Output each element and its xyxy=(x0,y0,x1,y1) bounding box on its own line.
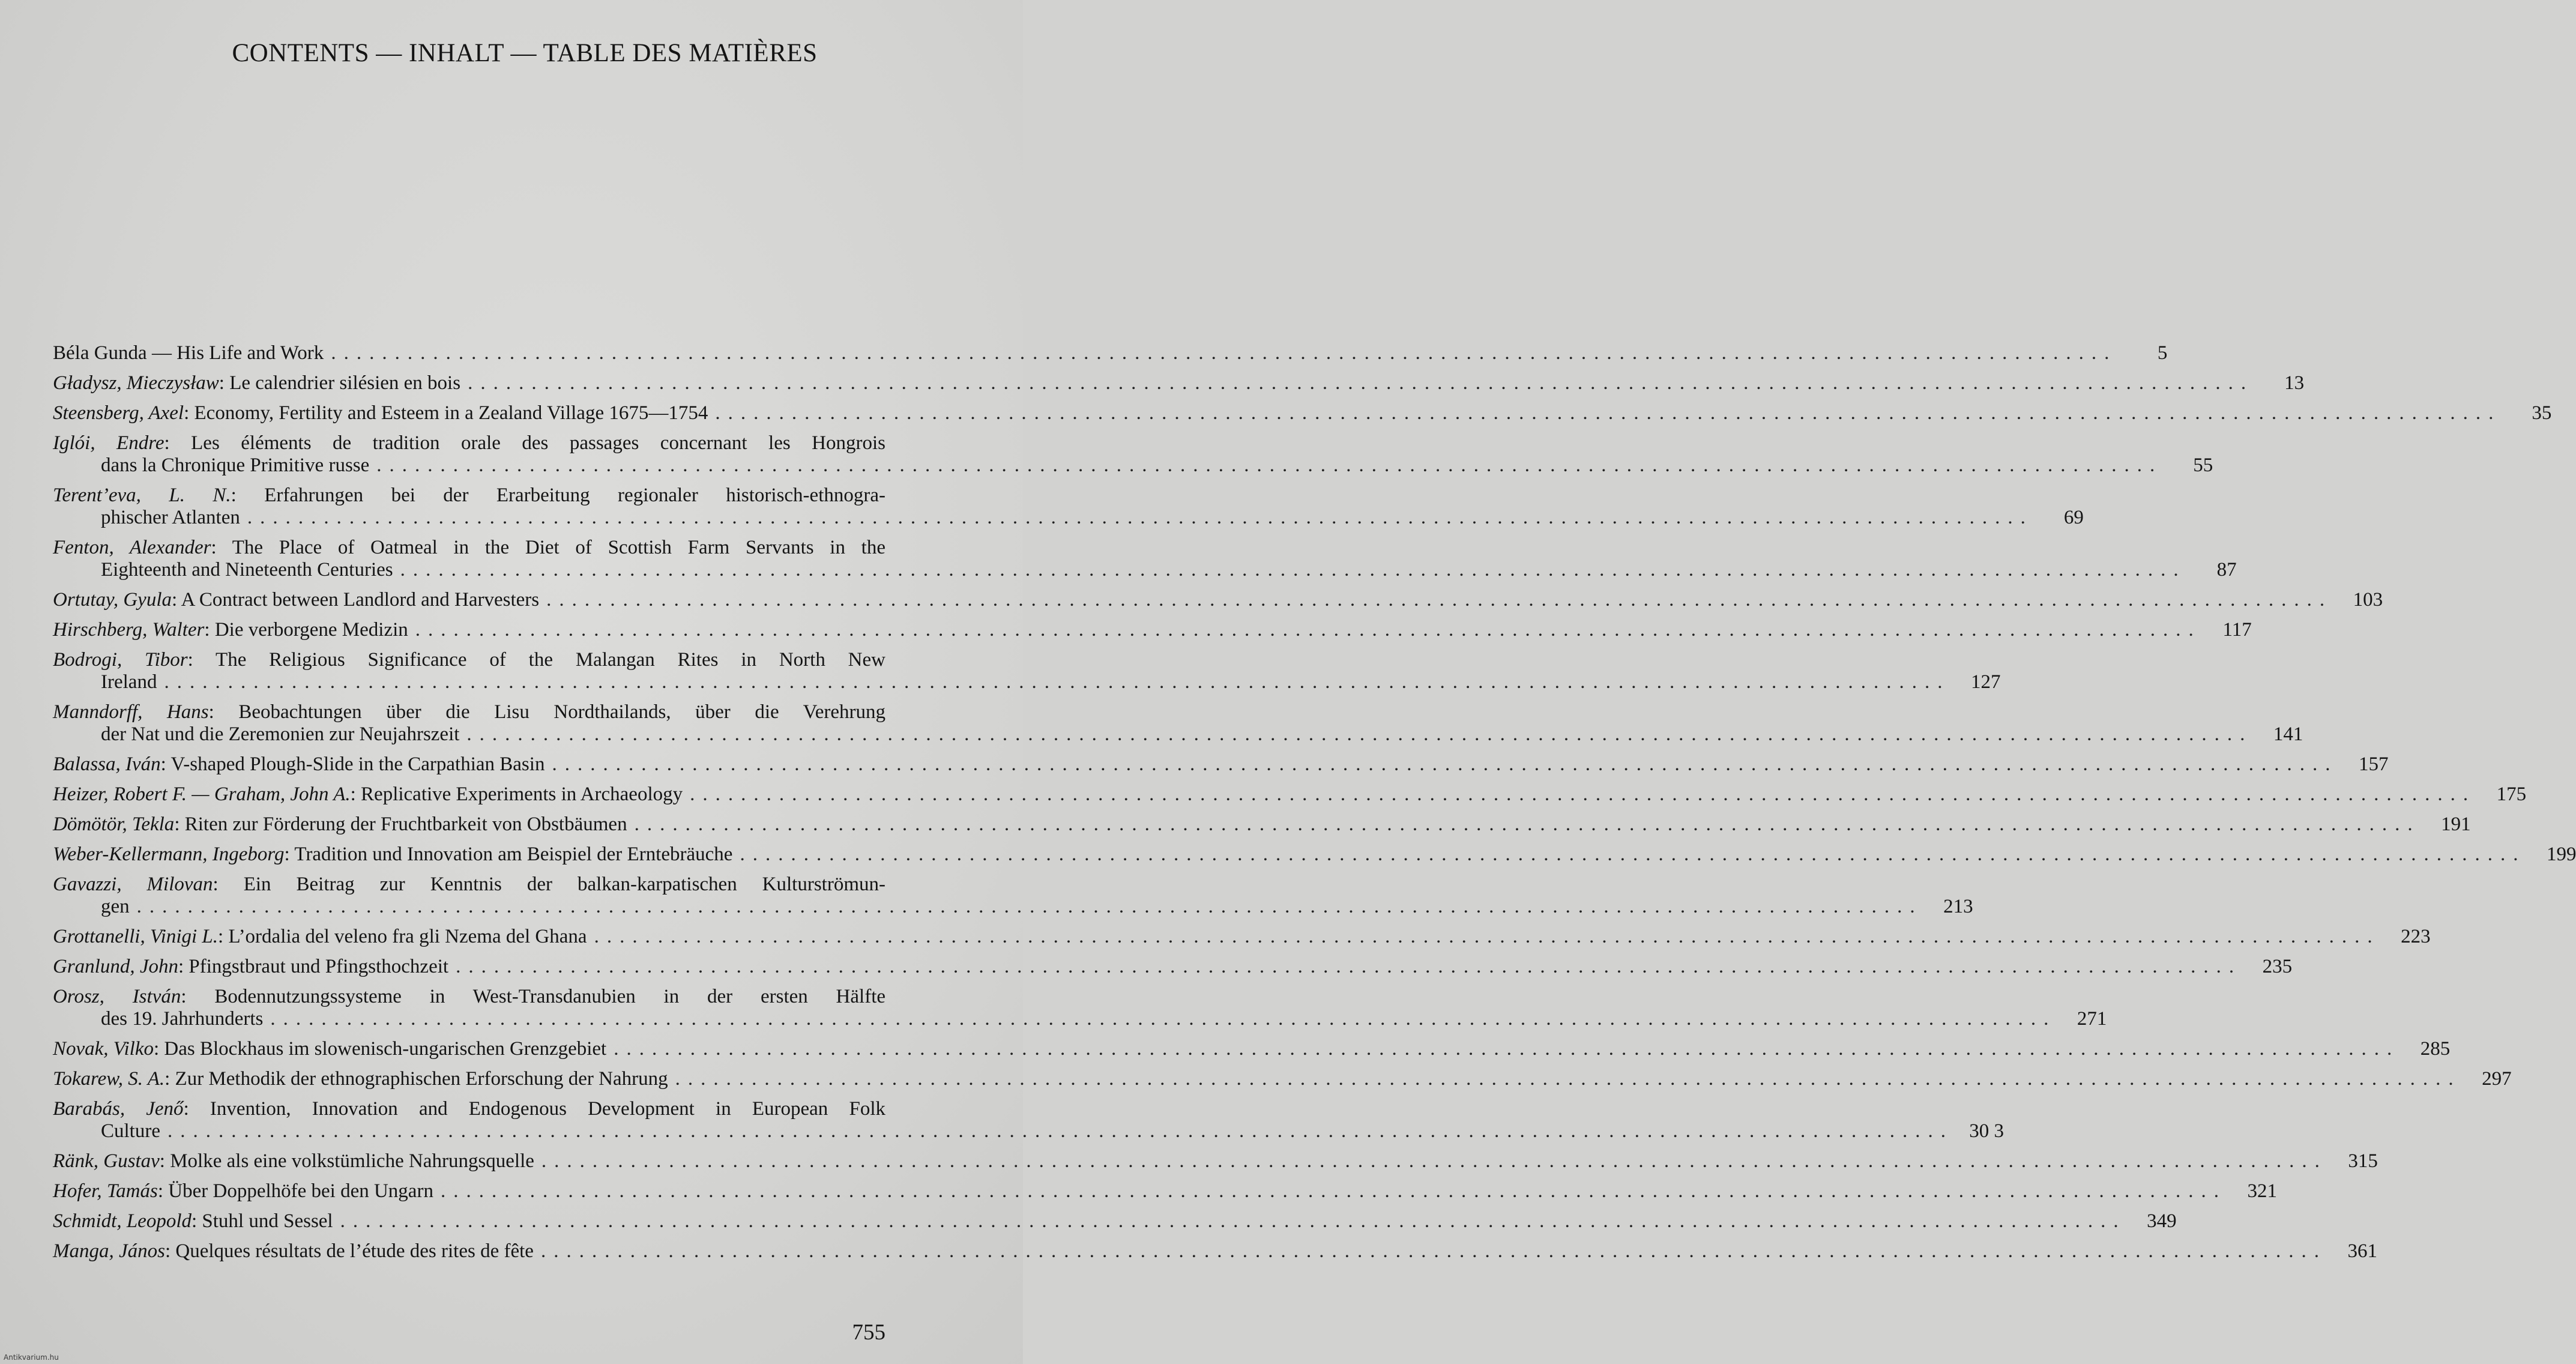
toc-title-continued: Eighteenth and Nineteenth Centuries xyxy=(101,559,393,581)
toc-page-number: 213 xyxy=(1943,896,1973,917)
toc-title-continued: gen xyxy=(101,896,130,917)
toc-page-number: 321 xyxy=(2247,1180,2277,1202)
toc-entry xyxy=(53,1098,2004,1142)
dot-leader: ............................................................................................................................................ xyxy=(690,783,2476,805)
toc-page-number: 271 xyxy=(2077,1008,2107,1030)
toc-author: Terent’eva, L. N. xyxy=(53,484,231,506)
toc-line xyxy=(53,402,2552,424)
toc-line xyxy=(53,701,885,723)
toc-page-number: 117 xyxy=(2222,619,2252,641)
toc-entry xyxy=(53,619,2252,641)
toc-entry xyxy=(53,1150,2378,1172)
toc-line xyxy=(53,649,885,671)
dot-leader: ............................................................................................................................................ xyxy=(614,1038,2400,1060)
toc-title: Bodennutzungssysteme in West-Transdanubien in der ersten Hälfte xyxy=(214,986,886,1007)
toc-line xyxy=(53,619,2252,641)
dot-leader: ............................................................................................................................................ xyxy=(675,1068,2461,1090)
toc-title: Les éléments de tradition orale des passages concernant les Hongrois xyxy=(191,432,885,454)
toc-author: Bodrogi, Tibor xyxy=(53,649,188,671)
toc-author: Iglói, Endre xyxy=(53,432,164,454)
toc-page-number: 103 xyxy=(2353,589,2383,611)
toc-entry xyxy=(53,402,2552,424)
dot-leader: ............................................................................................................................................ xyxy=(634,813,2421,835)
dot-leader: ............................................................................................................................................ xyxy=(440,1180,2227,1202)
toc-line xyxy=(53,896,1973,918)
dot-leader: ............................................................................................................................................ xyxy=(376,454,2163,476)
toc-line xyxy=(53,589,2383,611)
toc-title-continued: Culture xyxy=(101,1120,160,1142)
toc-entry xyxy=(53,1068,2512,1090)
toc-page-number: 361 xyxy=(2347,1240,2377,1262)
toc-separator: : xyxy=(157,1180,169,1202)
toc-title: V-shaped Plough-Slide in the Carpathian Basin xyxy=(170,753,545,775)
toc-separator: : xyxy=(181,986,215,1007)
toc-separator: : xyxy=(187,649,216,671)
toc-entry xyxy=(53,874,1973,918)
toc-author: Ortutay, Gyula xyxy=(53,589,172,611)
toc-separator: : xyxy=(164,432,192,454)
toc-author: Hirschberg, Walter xyxy=(53,619,205,641)
toc-author: Hofer, Tamás xyxy=(53,1180,158,1202)
dot-leader: ............................................................................................................................................ xyxy=(331,342,2117,364)
toc-separator: : xyxy=(183,1098,210,1120)
toc-title: Tradition und Innovation am Beispiel der Erntebräuche xyxy=(294,843,733,865)
toc-line xyxy=(53,956,2293,978)
toc-separator: : xyxy=(159,1150,170,1172)
toc-separator: : xyxy=(164,1068,175,1090)
toc-author: Heizer, Robert F. — Graham, John A. xyxy=(53,783,351,805)
toc-line xyxy=(53,874,885,896)
dot-leader: ............................................................................................................................................ xyxy=(594,926,2380,947)
toc-title: Zur Methodik der ethnographischen Erforschung der Nahrung xyxy=(175,1068,668,1090)
toc-separator: : xyxy=(164,1240,176,1262)
toc-line xyxy=(53,1240,2377,1263)
toc-author: Gavazzi, Milovan xyxy=(53,874,213,895)
toc-page-number: 127 xyxy=(1970,671,2001,693)
toc-line xyxy=(53,1008,2107,1030)
toc-author: Novak, Vilko xyxy=(53,1038,154,1060)
toc-line xyxy=(53,843,2576,866)
watermark: Antikvarium.hu xyxy=(4,1353,59,1362)
toc-separator: : xyxy=(231,484,265,506)
toc-page-number: 87 xyxy=(2216,559,2237,581)
toc-line xyxy=(53,1038,2451,1060)
dot-leader: ............................................................................................................................................ xyxy=(740,843,2526,865)
toc-entry xyxy=(53,484,2084,529)
toc-page-number: 223 xyxy=(2401,926,2431,947)
toc-author: Manga, János xyxy=(53,1240,165,1262)
dot-leader: ............................................................................................................................................ xyxy=(456,956,2242,977)
toc-separator: : xyxy=(174,813,185,835)
toc-author: Ränk, Gustav xyxy=(53,1150,160,1172)
toc-title: Stuhl und Sessel xyxy=(202,1210,333,1232)
toc-title: Le calendrier silésien en bois xyxy=(229,372,461,394)
toc-line xyxy=(53,484,885,507)
toc-page-number: 13 xyxy=(2284,372,2305,394)
page-title: CONTENTS — INHALT — TABLE DES MATIÈRES xyxy=(232,39,818,67)
dot-leader: ............................................................................................................................................ xyxy=(415,619,2201,641)
toc-separator: : xyxy=(204,619,215,641)
toc-separator: : xyxy=(191,1210,202,1232)
dot-leader: ............................................................................................................................................ xyxy=(715,402,2502,424)
toc-line xyxy=(53,1120,2004,1142)
toc-author: Steensberg, Axel xyxy=(53,402,184,424)
toc-page-number: 30 3 xyxy=(1969,1120,2004,1142)
toc-entry xyxy=(53,1240,2377,1263)
toc-separator: : xyxy=(211,537,232,558)
toc-entry xyxy=(53,843,2576,866)
toc-author: Tokarew, S. A. xyxy=(53,1068,165,1090)
toc-page-number: 315 xyxy=(2348,1150,2378,1172)
toc-author: Granlund, John xyxy=(53,956,178,977)
toc-entry xyxy=(53,753,2389,776)
toc-separator: : xyxy=(350,783,361,805)
toc-title-continued: dans la Chronique Primitive russe xyxy=(101,454,370,476)
toc-author: Schmidt, Leopold xyxy=(53,1210,192,1232)
toc-line xyxy=(53,1180,2277,1203)
toc-title: Economy, Fertility and Esteem in a Zealand Village 1675—1754 xyxy=(194,402,708,424)
toc-separator: : xyxy=(213,874,244,895)
dot-leader: ............................................................................................................................................ xyxy=(247,507,2033,528)
dot-leader: ............................................................................................................................................ xyxy=(468,372,2254,394)
toc-line xyxy=(53,753,2389,776)
dot-leader: ............................................................................................................................................ xyxy=(540,1240,2327,1262)
toc-title: Riten zur Förderung der Fruchtbarkeit von Obstbäumen xyxy=(184,813,627,835)
toc-entry xyxy=(53,956,2293,978)
toc-entry xyxy=(53,986,2107,1030)
toc-entry xyxy=(53,342,2168,364)
toc-line xyxy=(53,372,2305,394)
dot-leader: ............................................................................................................................................ xyxy=(136,896,1923,917)
toc-page-number: 69 xyxy=(2063,507,2084,528)
toc-title: Die verborgene Medizin xyxy=(214,619,408,641)
table-of-contents xyxy=(53,342,2576,1270)
toc-separator: : xyxy=(208,701,239,723)
toc-line xyxy=(53,559,2237,581)
toc-author: Dömötör, Tekla xyxy=(53,813,175,835)
toc-entry xyxy=(53,432,2213,477)
toc-title-continued: phischer Atlanten xyxy=(101,507,240,528)
toc-title: Replicative Experiments in Archaeology xyxy=(361,783,683,805)
toc-separator: : xyxy=(218,926,229,947)
toc-title: Quelques résultats de l’étude des rites de fête xyxy=(175,1240,534,1262)
toc-entry xyxy=(53,537,2237,581)
toc-title: The Place of Oatmeal in the Diet of Scottish Farm Servants in the xyxy=(232,537,885,558)
dot-leader: ............................................................................................................................................ xyxy=(552,753,2338,775)
toc-page-number: 5 xyxy=(2157,342,2168,364)
toc-line xyxy=(53,454,2213,477)
toc-line xyxy=(53,537,885,559)
toc-line xyxy=(53,432,885,454)
toc-line xyxy=(53,342,2168,364)
toc-title: Invention, Innovation and Endogenous Development in European Folk xyxy=(210,1098,885,1120)
toc-title: L’ordalia del veleno fra gli Nzema del Ghana xyxy=(228,926,587,947)
toc-page-number: 141 xyxy=(2273,723,2303,745)
toc-page-number: 191 xyxy=(2441,813,2471,835)
toc-entry xyxy=(53,813,2471,836)
toc-page-number: 285 xyxy=(2420,1038,2451,1060)
toc-page-number: 55 xyxy=(2193,454,2213,476)
toc-author: Balassa, Iván xyxy=(53,753,161,775)
toc-page-number: 175 xyxy=(2496,783,2527,805)
toc-title: Beobachtungen über die Lisu Nordthailands, über die Verehrung xyxy=(238,701,886,723)
toc-title: Pfingstbraut und Pfingsthochzeit xyxy=(189,956,449,977)
toc-line xyxy=(53,723,2303,746)
dot-leader: ............................................................................................................................................ xyxy=(270,1008,2057,1030)
dot-leader: ............................................................................................................................................ xyxy=(541,1150,2327,1172)
dot-leader: ............................................................................................................................................ xyxy=(466,723,2253,745)
toc-line xyxy=(53,507,2084,529)
toc-title: Ein Beitrag zur Kenntnis der balkan-karpatischen Kulturströmun- xyxy=(243,874,885,895)
toc-title-continued: Ireland xyxy=(101,671,157,693)
toc-title: Über Doppelhöfe bei den Ungarn xyxy=(168,1180,433,1202)
toc-author: Gładysz, Mieczysław xyxy=(53,372,219,394)
toc-title-continued: der Nat und die Zeremonien zur Neujahrszeit xyxy=(101,723,460,745)
toc-line xyxy=(53,1150,2378,1172)
toc-line xyxy=(53,1098,885,1120)
toc-author: Manndorff, Hans xyxy=(53,701,209,723)
toc-page-number: 157 xyxy=(2358,753,2389,775)
page-number: 755 xyxy=(852,1320,885,1345)
toc-author: Orosz, István xyxy=(53,986,181,1007)
toc-entry xyxy=(53,1038,2451,1060)
toc-line xyxy=(53,813,2471,836)
toc-entry xyxy=(53,783,2527,806)
toc-entry xyxy=(53,701,2303,746)
toc-title: A Contract between Landlord and Harvesters xyxy=(181,589,540,611)
toc-entry xyxy=(53,589,2383,611)
toc-line xyxy=(53,986,885,1008)
toc-title: Béla Gunda — His Life and Work xyxy=(53,342,324,364)
dot-leader: ............................................................................................................................................ xyxy=(164,671,1950,693)
dot-leader: ............................................................................................................................................ xyxy=(546,589,2333,611)
toc-page-number: 35 xyxy=(2532,402,2552,424)
toc-title: Molke als eine volkstümliche Nahrungsquelle xyxy=(170,1150,534,1172)
toc-author: Fenton, Alexander xyxy=(53,537,211,558)
toc-page-number: 235 xyxy=(2262,956,2293,977)
toc-line xyxy=(53,1210,2177,1233)
toc-separator: : xyxy=(219,372,230,394)
toc-line xyxy=(53,783,2527,806)
toc-line xyxy=(53,671,2001,693)
toc-entry xyxy=(53,372,2305,394)
toc-entry xyxy=(53,1210,2177,1233)
toc-title-continued: des 19. Jahrhunderts xyxy=(101,1008,264,1030)
toc-author: Grottanelli, Vinigi L. xyxy=(53,926,219,947)
toc-title: Das Blockhaus im slowenisch-ungarischen Grenzgebiet xyxy=(164,1038,607,1060)
toc-line xyxy=(53,926,2431,948)
toc-separator: : xyxy=(178,956,189,977)
toc-line xyxy=(53,1068,2512,1090)
toc-separator: : xyxy=(154,1038,164,1060)
dot-leader: ............................................................................................................................................ xyxy=(400,559,2186,581)
toc-separator: : xyxy=(184,402,195,424)
toc-title: Erfahrungen bei der Erarbeitung regionaler historisch-ethnogra- xyxy=(264,484,885,506)
toc-author: Weber-Kellermann, Ingeborg xyxy=(53,843,285,865)
toc-title: The Religious Significance of the Malangan Rites in North New xyxy=(216,649,885,671)
toc-author: Barabás, Jenő xyxy=(53,1098,184,1120)
toc-separator: : xyxy=(171,589,181,611)
toc-page-number: 297 xyxy=(2482,1068,2512,1090)
dot-leader: ............................................................................................................................................ xyxy=(340,1210,2126,1232)
toc-entry xyxy=(53,649,2001,693)
toc-page-number: 349 xyxy=(2147,1210,2177,1232)
dot-leader: ............................................................................................................................................ xyxy=(167,1120,1953,1142)
toc-entry xyxy=(53,1180,2277,1203)
toc-separator: : xyxy=(160,753,171,775)
toc-page-number: 199 xyxy=(2546,843,2576,865)
toc-separator: : xyxy=(284,843,295,865)
toc-entry xyxy=(53,926,2431,948)
